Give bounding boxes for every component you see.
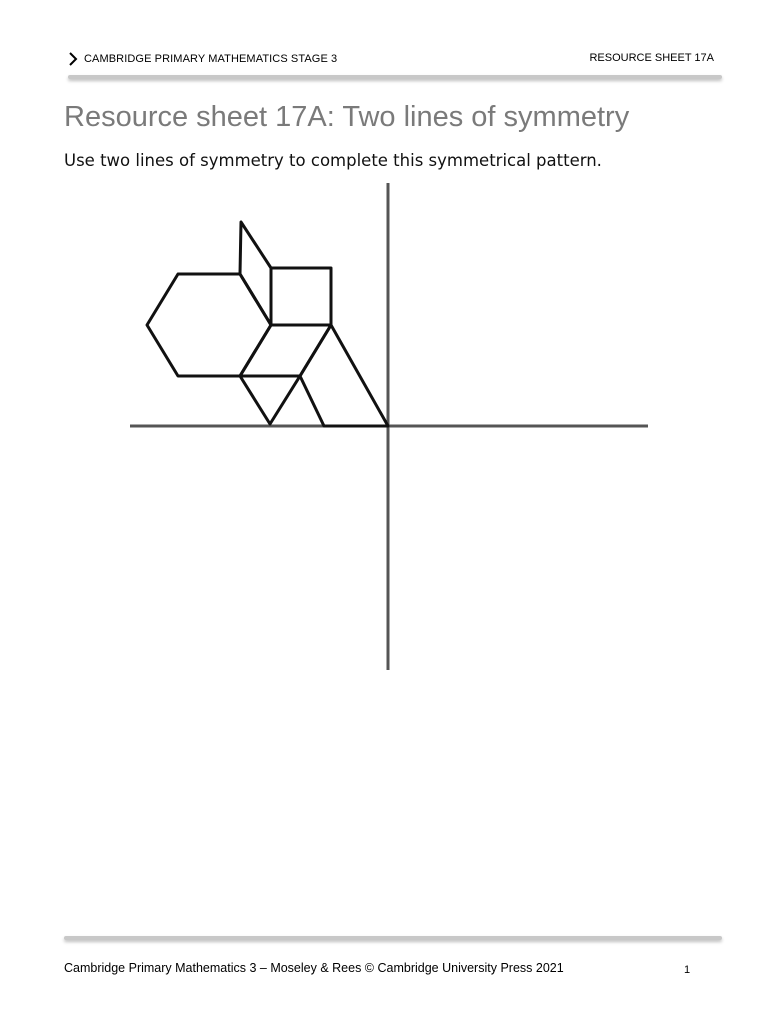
parallelogram-shape (300, 325, 388, 426)
instruction-text: Use two lines of symmetry to complete this symmetrical pattern. (64, 151, 602, 170)
rhombus-shape (240, 325, 331, 376)
sheet-label: RESOURCE SHEET 17A (589, 52, 714, 64)
hexagon-shape (147, 274, 271, 376)
tall-rhombus-shape (240, 222, 271, 325)
footer-credit: Cambridge Primary Mathematics 3 – Moseley & Rees © Cambridge University Press 2021 (64, 961, 564, 975)
page-title: Resource sheet 17A: Two lines of symmetry (64, 101, 630, 133)
footer-rule (64, 936, 722, 940)
page-number: 1 (684, 964, 691, 976)
series-label: CAMBRIDGE PRIMARY MATHEMATICS STAGE 3 (84, 53, 338, 65)
triangle-shape (240, 376, 300, 424)
square-shape (271, 268, 331, 325)
